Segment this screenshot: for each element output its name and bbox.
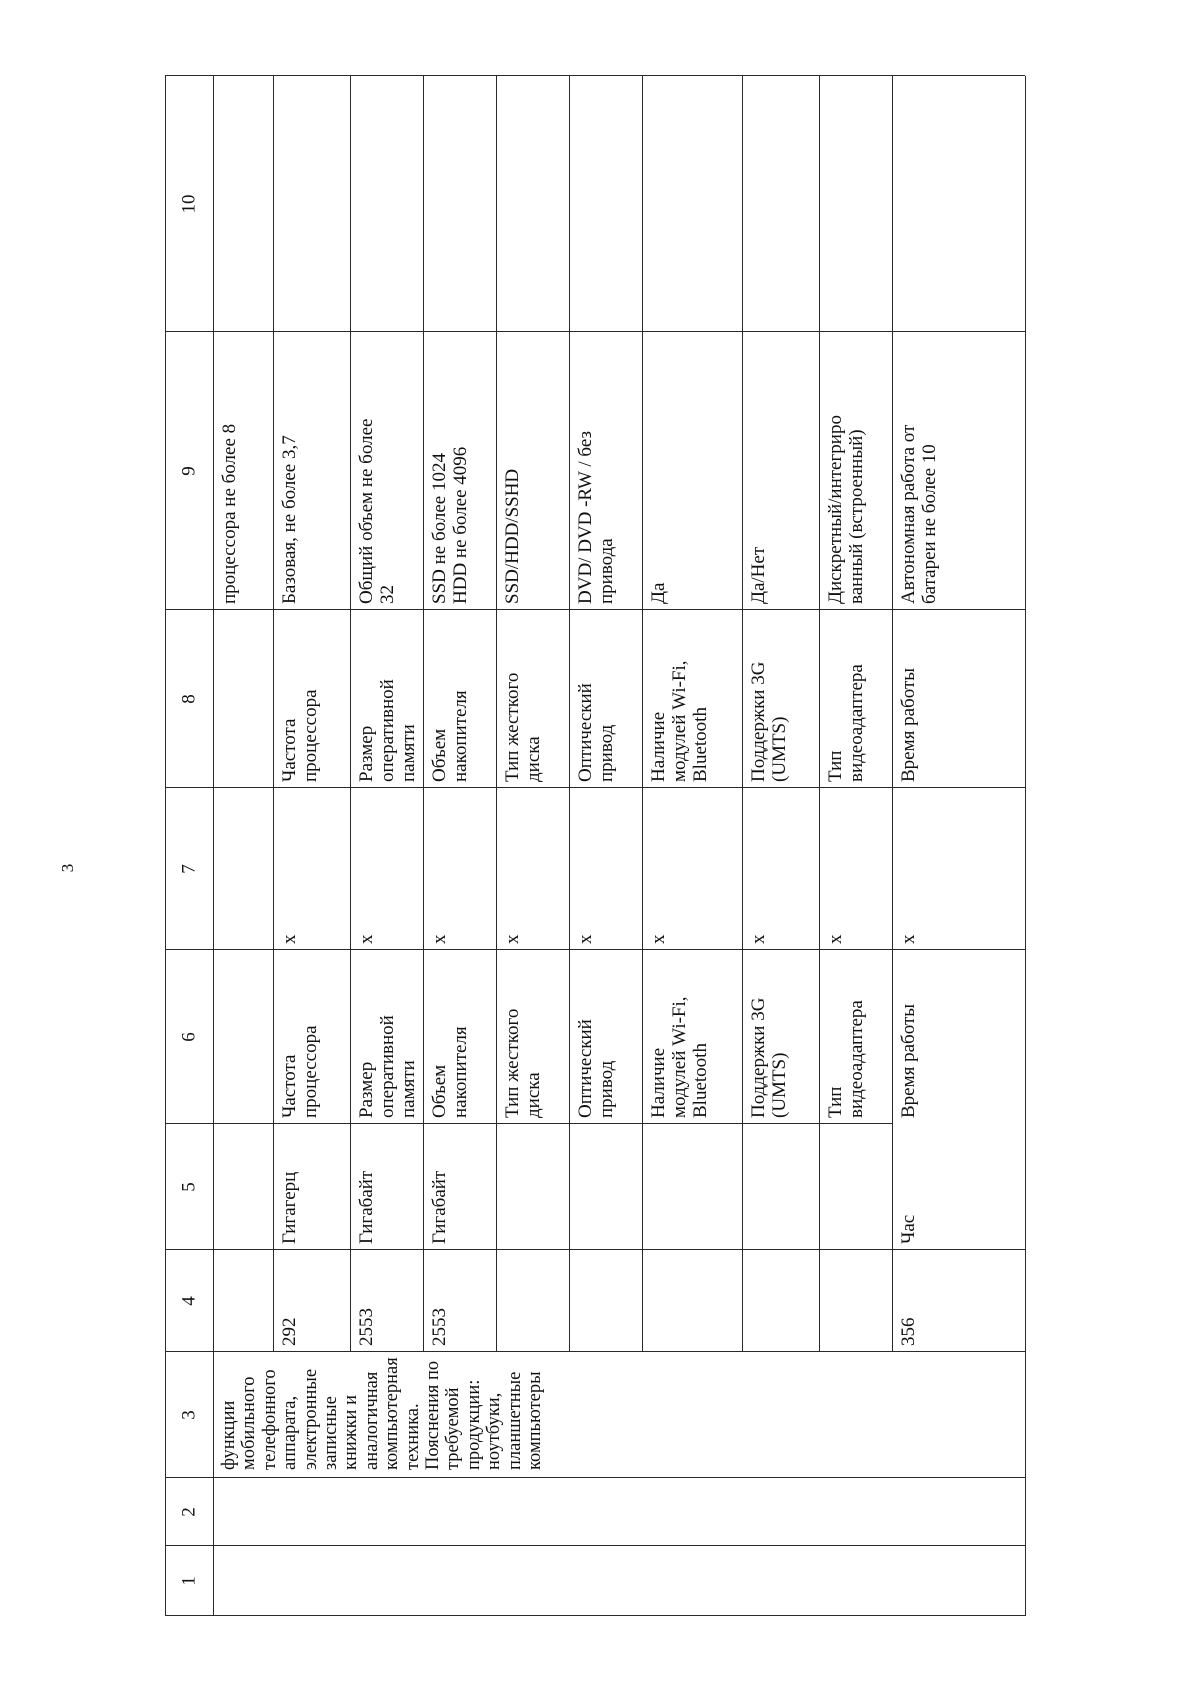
grid-line-horizontal	[350, 76, 351, 1352]
table-row	[273, 76, 350, 1616]
grid-line-horizontal	[496, 76, 497, 1352]
grid-line-vertical	[165, 331, 1025, 332]
table-row	[892, 76, 1025, 1616]
cell-c8	[496, 610, 569, 788]
header-cell-2	[165, 1478, 213, 1546]
cell-text: x	[502, 934, 523, 944]
cell-c10	[819, 76, 892, 332]
cell-text: Частота процессора	[279, 1025, 321, 1118]
grid-line-vertical	[165, 787, 1025, 788]
grid-line-vertical	[165, 1249, 1025, 1250]
cell-c4	[892, 1250, 1025, 1352]
cell-text: Частота процессора	[279, 689, 321, 782]
cell-text: x	[575, 934, 596, 944]
cell-c5	[273, 1124, 350, 1250]
cell-c6	[892, 950, 1025, 1124]
cell-text: Гигабайт	[429, 1170, 450, 1244]
cell-text: x	[279, 934, 300, 944]
header-label: 9	[178, 466, 200, 476]
header-cell-5	[165, 1124, 213, 1250]
cell-c5	[423, 1124, 496, 1250]
grid-line-horizontal	[273, 76, 274, 1352]
page-number: 3	[58, 863, 77, 873]
cell-c4	[819, 1250, 892, 1352]
cell-c7	[642, 788, 742, 950]
grid-line-horizontal	[819, 76, 820, 1352]
header-label: 8	[178, 694, 200, 704]
rotated-table-wrapper	[165, 76, 1025, 1616]
grid-line-horizontal	[213, 76, 214, 1616]
cell-text: Тип видеоадаптера	[825, 664, 867, 782]
cell-c6	[742, 950, 819, 1124]
grid-line-vertical	[165, 1351, 1025, 1352]
cell-c7	[742, 788, 819, 950]
header-cell-6	[165, 950, 213, 1124]
cell-c4	[423, 1250, 496, 1352]
cell-text: x	[648, 934, 669, 944]
header-label: 1	[178, 1576, 200, 1586]
cell-c4	[742, 1250, 819, 1352]
cell-text: x	[429, 934, 450, 944]
cell-text: Время работы	[898, 667, 919, 782]
grid-line-horizontal	[742, 76, 743, 1352]
product-description: функции мобильного телефонного аппарата, электронные записные книжки и аналогичная компьютерная техника. Пояснения по требуемой продукции: ноутбуки, планшетные компьютеры	[219, 1357, 546, 1470]
cell-c4	[496, 1250, 569, 1352]
grid-line-vertical	[165, 1615, 1025, 1616]
cell-text: Оптический привод	[575, 683, 617, 782]
cell-text: процессора не более 8	[219, 423, 240, 604]
cell-c9	[213, 332, 273, 610]
table-row	[496, 76, 569, 1616]
cell-text: Наличие модулей Wi-Fi, Bluetooth	[648, 660, 711, 782]
table-row	[213, 76, 273, 1616]
cell-c4	[273, 1250, 350, 1352]
grid-line-vertical	[165, 1545, 1025, 1546]
cell-text: Дискретный/интегриро ванный (встроенный)	[825, 415, 867, 604]
table-row	[350, 76, 423, 1616]
cell-text: x	[898, 934, 919, 944]
table-row	[569, 76, 642, 1616]
cell-c6	[819, 950, 892, 1124]
cell-c6	[423, 950, 496, 1124]
cell-c9	[742, 332, 819, 610]
cell-text: Гигагерц	[279, 1171, 300, 1244]
cell-c10	[423, 76, 496, 332]
cell-c9	[496, 332, 569, 610]
header-cell-9	[165, 332, 213, 610]
cell-text: x	[356, 934, 377, 944]
header-cell-8	[165, 610, 213, 788]
cell-c7	[350, 788, 423, 950]
cell-c10	[642, 76, 742, 332]
cell-c10	[273, 76, 350, 332]
cell-c6	[213, 950, 273, 1124]
grid-line-vertical	[165, 75, 1025, 76]
cell-text: SSD/HDD/SSHD	[502, 468, 523, 604]
cell-c5	[350, 1124, 423, 1250]
grid-line-horizontal	[642, 76, 643, 1352]
cell-c7	[273, 788, 350, 950]
cell-c7	[496, 788, 569, 950]
cell-text: Время работы	[898, 1003, 919, 1118]
cell-text: Оптический привод	[575, 1019, 617, 1118]
grid-line-vertical	[165, 609, 1025, 610]
cell-c8	[350, 610, 423, 788]
cell-text: Размер оперативной памяти	[356, 1015, 419, 1118]
table-row	[642, 76, 742, 1616]
cell-c5	[569, 1124, 642, 1250]
cell-text: Объем накопителя	[429, 1026, 471, 1118]
cell-text: Тип жесткого диска	[502, 1008, 544, 1118]
cell-c4	[213, 1250, 273, 1352]
table-row	[742, 76, 819, 1616]
cell-text: Базовая, не более 3,7	[279, 435, 300, 604]
cell-text: 2553	[356, 1308, 377, 1346]
cell-text: Гигабайт	[356, 1170, 377, 1244]
header-cell-3	[165, 1352, 213, 1478]
cell-c4	[642, 1250, 742, 1352]
cell-c7	[423, 788, 496, 950]
cell-text: x	[748, 934, 769, 944]
cell-c8	[819, 610, 892, 788]
cell-c4	[350, 1250, 423, 1352]
header-cell-7	[165, 788, 213, 950]
header-cell-10	[165, 76, 213, 332]
cell-text: Час	[898, 1214, 919, 1244]
cell-c10	[892, 76, 1025, 332]
cell-c10	[569, 76, 642, 332]
cell-text: Наличие модулей Wi-Fi, Bluetooth	[648, 996, 711, 1118]
cell-c9	[273, 332, 350, 610]
header-cell-4	[165, 1250, 213, 1352]
cell-text: x	[825, 934, 846, 944]
cell-c10	[742, 76, 819, 332]
header-label: 7	[178, 864, 200, 874]
cell-text: Да/Нет	[748, 546, 769, 604]
cell-text: 356	[898, 1317, 919, 1346]
cell-c9	[892, 332, 1025, 610]
grid-line-vertical	[165, 1477, 1025, 1478]
header-label: 4	[178, 1296, 200, 1306]
cell-c8	[892, 610, 1025, 788]
cell-c7	[213, 788, 273, 950]
cell-text: Объем накопителя	[429, 690, 471, 782]
cell-c7	[892, 788, 1025, 950]
cell-text: 292	[279, 1317, 300, 1346]
cell-c8	[213, 610, 273, 788]
grid-line-horizontal	[569, 76, 570, 1352]
cell-c6	[273, 950, 350, 1124]
cell-c7	[819, 788, 892, 950]
grid-line-vertical	[165, 949, 1025, 950]
cell-text: Поддержки 3G (UMTS)	[748, 997, 790, 1118]
grid-line-horizontal	[1025, 76, 1026, 1616]
cell-c6	[569, 950, 642, 1124]
cell-text: Автономная работа от батареи не более 10	[898, 424, 940, 604]
cell-c5	[642, 1124, 742, 1250]
header-label: 2	[178, 1507, 200, 1517]
cell-c10	[213, 76, 273, 332]
cell-c4	[569, 1250, 642, 1352]
cell-text: Размер оперативной памяти	[356, 679, 419, 782]
grid-line-horizontal	[423, 76, 424, 1352]
cell-text: 2553	[429, 1308, 450, 1346]
cell-c8	[742, 610, 819, 788]
grid-line-horizontal	[892, 76, 893, 1352]
cell-c8	[642, 610, 742, 788]
cell-c5	[496, 1124, 569, 1250]
cell-c6	[496, 950, 569, 1124]
cell-c6	[350, 950, 423, 1124]
cell-c8	[273, 610, 350, 788]
cell-c5	[213, 1124, 273, 1250]
header-cell-1	[165, 1546, 213, 1616]
cell-c5	[892, 1124, 1025, 1250]
table-row	[819, 76, 892, 1616]
header-label: 5	[178, 1182, 200, 1192]
cell-c9	[569, 332, 642, 610]
cell-c5	[742, 1124, 819, 1250]
cell-c5	[819, 1124, 892, 1250]
cell-c9	[819, 332, 892, 610]
cell-text: DVD/ DVD -RW / без привода	[575, 430, 617, 604]
cell-text: Тип жесткого диска	[502, 672, 544, 782]
spec-table	[165, 76, 1025, 1616]
cell-c10	[496, 76, 569, 332]
cell-c8	[569, 610, 642, 788]
table-row	[423, 76, 496, 1616]
cell-text: Тип видеоадаптера	[825, 1000, 867, 1118]
cell-c6	[642, 950, 742, 1124]
header-row	[165, 76, 213, 1616]
cell-c7	[569, 788, 642, 950]
grid-line-horizontal	[165, 76, 166, 1616]
cell-text: Общий объем не более 32	[356, 418, 398, 604]
cell-c9	[423, 332, 496, 610]
cell-c8	[423, 610, 496, 788]
cell-text: SSD не более 1024 HDD не более 4096	[429, 446, 471, 604]
cell-text: Поддержки 3G (UMTS)	[748, 661, 790, 782]
cell-c9	[350, 332, 423, 610]
header-label: 10	[178, 194, 200, 214]
cell-c9	[642, 332, 742, 610]
header-label: 6	[178, 1032, 200, 1042]
cell-c10	[350, 76, 423, 332]
header-label: 3	[178, 1410, 200, 1420]
cell-text: Да	[648, 582, 669, 604]
